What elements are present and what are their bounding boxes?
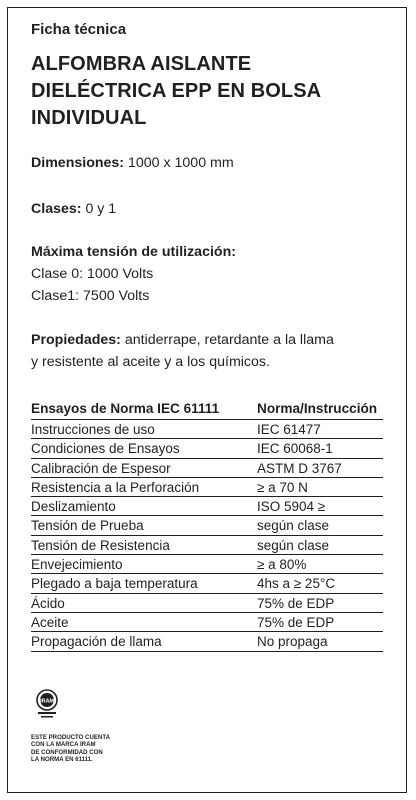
table-row	[31, 613, 383, 632]
product-title-line: DIELÉCTRICA EPP EN BOLSA	[31, 80, 322, 102]
sheet-kicker: Ficha técnica	[31, 21, 127, 38]
table-row	[31, 478, 383, 497]
table-row	[31, 594, 383, 613]
table-row	[31, 632, 383, 651]
table-row	[31, 555, 383, 574]
row-standard: según clase	[257, 518, 330, 534]
row-standard: IEC 60068-1	[257, 441, 333, 457]
row-standard: ASTM D 3767	[257, 460, 342, 476]
row-test: Plegado a baja temperatura	[31, 576, 198, 592]
row-standard: ISO 5904 ≥	[257, 499, 326, 515]
certification-caption-line: LA NORMA EN 61111.	[31, 755, 93, 763]
dimensions-label: Dimensiones:	[31, 155, 125, 171]
table-row	[31, 420, 383, 439]
row-standard: ≥ a 80%	[257, 557, 307, 573]
product-title	[31, 51, 321, 132]
iram-seal-icon	[31, 688, 63, 720]
tests-table	[31, 397, 383, 652]
max-voltage-label: Máxima tensión de utilización:	[31, 244, 236, 260]
row-test: Aceite	[31, 614, 69, 630]
row-test: Instrucciones de uso	[31, 422, 155, 437]
certification-caption-line: CON LA MARCA IRAM	[31, 741, 96, 749]
row-test: Envejecimiento	[31, 557, 123, 573]
row-standard: 4hs a ≥ 25°C	[257, 576, 336, 592]
row-standard: IEC 61477	[257, 422, 321, 437]
certification-caption-line: DE CONFORMIDAD CON	[31, 748, 103, 756]
svg-text:IRAM: IRAM	[39, 698, 55, 705]
table-row	[31, 516, 383, 535]
max-voltage-spec	[31, 241, 236, 307]
properties-line1: antiderrape, retardante a la llama	[124, 332, 334, 348]
row-standard: 75% de EDP	[257, 614, 335, 630]
classes-label: Clases:	[31, 201, 82, 217]
row-standard: 75% de EDP	[257, 595, 335, 611]
properties-label: Propiedades:	[31, 332, 121, 348]
row-standard: ≥ a 70 N	[257, 479, 308, 495]
row-test: Condiciones de Ensayos	[31, 441, 180, 457]
row-standard: No propaga	[257, 634, 328, 650]
row-test: Ácido	[31, 595, 65, 611]
product-title-line: INDIVIDUAL	[31, 107, 147, 129]
row-test: Tensión de Prueba	[31, 518, 144, 534]
row-standard: según clase	[257, 537, 330, 553]
classes-value: 0 y 1	[85, 201, 117, 217]
header-test: Ensayos de Norma IEC 61111	[31, 401, 220, 416]
row-test: Deslizamiento	[31, 499, 116, 515]
properties-line2: y resistente al aceite y a los químicos.	[31, 354, 270, 370]
certification-caption-line: ESTE PRODUCTO CUENTA	[31, 734, 110, 741]
tests-table-header	[31, 397, 383, 420]
certification-caption	[31, 734, 110, 763]
table-row	[31, 459, 383, 478]
table-row	[31, 574, 383, 593]
dimensions-value: 1000 x 1000 mm	[127, 155, 234, 171]
product-title-line: ALFOMBRA AISLANTE	[31, 53, 252, 75]
row-test: Tensión de Resistencia	[31, 537, 170, 553]
max-voltage-class1: Clase1: 7500 Volts	[31, 288, 150, 304]
header-standard: Norma/Instrucción	[257, 401, 378, 416]
row-test: Resistencia a la Perforación	[31, 479, 200, 495]
table-row	[31, 497, 383, 516]
properties-spec	[31, 329, 334, 373]
dimensions-spec	[31, 152, 234, 174]
table-row	[31, 439, 383, 458]
classes-spec	[31, 198, 116, 220]
row-test: Propagación de llama	[31, 634, 162, 650]
row-test: Calibración de Espesor	[31, 460, 171, 476]
max-voltage-class0: Clase 0: 1000 Volts	[31, 266, 154, 282]
table-row	[31, 536, 383, 555]
